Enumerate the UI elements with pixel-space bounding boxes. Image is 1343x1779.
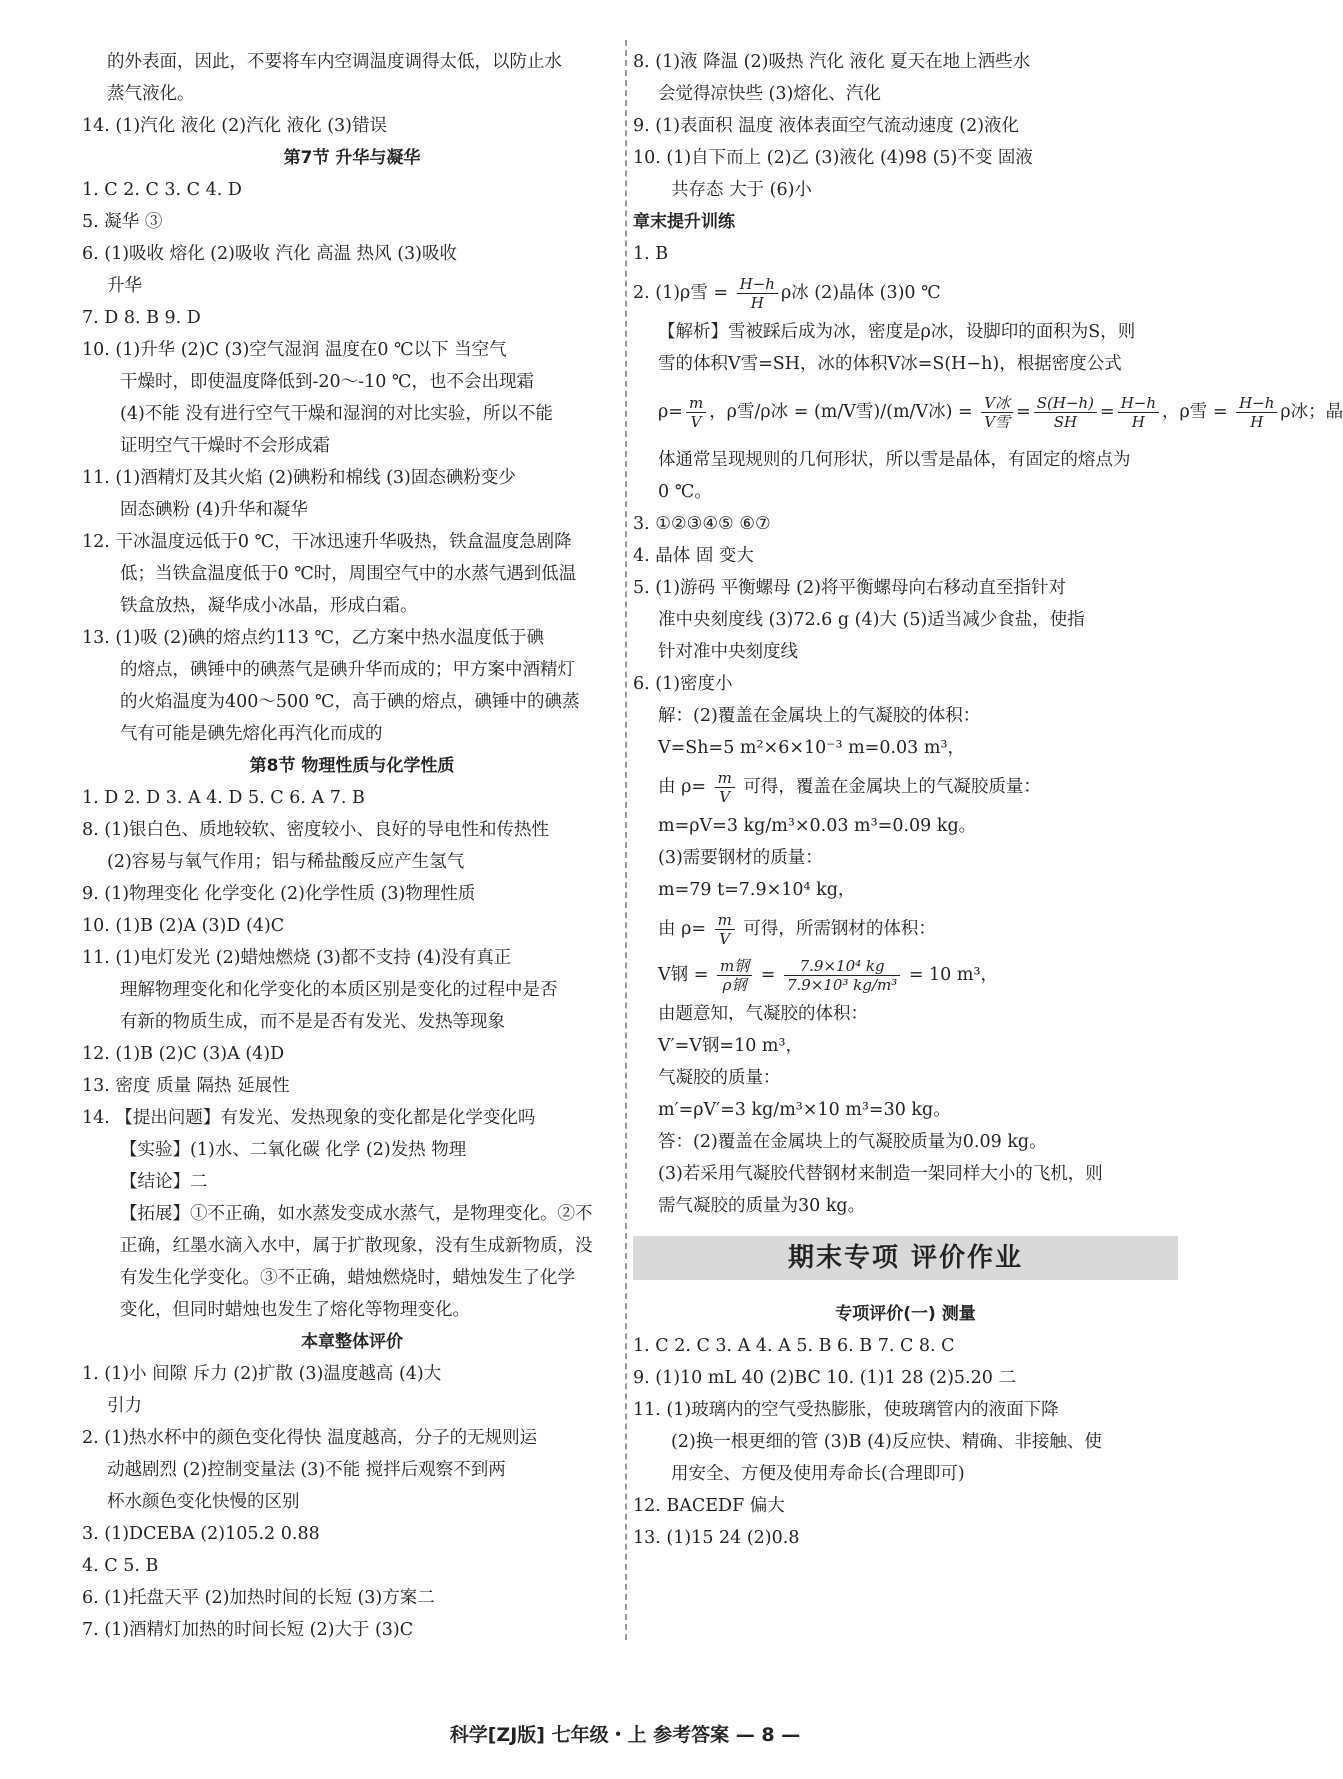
text-line: 12. BACEDF 偏大	[633, 1496, 785, 1516]
text-line: 13. (1)15 24 (2)0.8	[633, 1528, 800, 1548]
text-line: 有新的物质生成，而不是是否有发光、发热等现象	[120, 1012, 505, 1032]
text-line: 0 ℃。	[658, 482, 712, 502]
text-line: 7. (1)酒精灯加热的时间长短 (2)大于 (3)C	[82, 1620, 414, 1640]
text-line: 【实验】(1)水、二氧化碳 化学 (2)发热 物理	[120, 1140, 467, 1160]
text-line: 的外表面，因此，不要将车内空调温度调得太低，以防止水	[107, 52, 562, 72]
text-line: 9. (1)表面积 温度 液体表面空气流动速度 (2)液化	[633, 116, 1020, 136]
text-line: 专项评价(一) 测量	[835, 1304, 976, 1324]
text-line: 由题意知，气凝胶的体积：	[658, 1004, 868, 1024]
text-line: 【拓展】①不正确，如水蒸发变成水蒸气，是物理变化。②不	[120, 1204, 593, 1224]
text-line: 低；当铁盒温度低于0 ℃时，周围空气中的水蒸气遇到低温	[120, 564, 577, 584]
text-line: 的火焰温度为400～500 ℃，高于碘的熔点，碘锤中的碘蒸	[120, 692, 580, 712]
text-line: 正确，红墨水滴入水中，属于扩散现象，没有生成新物质，没	[120, 1236, 593, 1256]
rho-formula-1: 由 ρ= $\frac{m}{V}$ 可得，覆盖在金属块上的气凝胶质量：	[658, 769, 1041, 806]
text-line: m′=ρV′=3 kg/m³×10 m³=30 kg。	[658, 1100, 951, 1120]
text-line: 12. (1)B (2)C (3)A (4)D	[82, 1044, 285, 1064]
text-line: 9. (1)10 mL 40 (2)BC 10. (1)1 28 (2)5.20 二	[633, 1368, 1016, 1388]
text-line: 1. C 2. C 3. C 4. D	[82, 180, 242, 200]
text-line: 会觉得凉快些 (3)熔化、汽化	[658, 84, 881, 104]
text-line: 固态碘粉 (4)升华和凝华	[120, 500, 308, 520]
text-line: 1. C 2. C 3. A 4. A 5. B 6. B 7. C 8. C	[633, 1336, 955, 1356]
text-line: 干燥时，即使温度降低到-20～-10 ℃，也不会出现霜	[120, 372, 534, 392]
text-line: 气凝胶的质量：	[658, 1068, 781, 1088]
page-footer: 科学[ZJ版] 七年级・上 参考答案 — 8 —	[449, 1724, 801, 1746]
text-line: 准中央刻度线 (3)72.6 g (4)大 (5)适当减少食盐，使指	[658, 610, 1085, 630]
text-line: 6. (1)吸收 熔化 (2)吸收 汽化 高温 热风 (3)吸收	[82, 244, 458, 264]
text-line: 第8节 物理性质与化学性质	[249, 756, 455, 776]
text-line: 6. (1)托盘天平 (2)加热时间的长短 (3)方案二	[82, 1588, 435, 1608]
text-line: 4. C 5. B	[82, 1556, 159, 1576]
text-line: 用安全、方便及使用寿命长(合理即可)	[671, 1464, 965, 1484]
text-line: 本章整体评价	[301, 1332, 403, 1352]
text-line: 【结论】二	[120, 1172, 208, 1192]
text-line: 7. D 8. B 9. D	[82, 308, 201, 328]
text-line: 蒸气液化。	[107, 84, 195, 104]
text-line: 14. 【提出问题】有发光、发热现象的变化都是化学变化吗	[82, 1108, 536, 1128]
text-line: 5. (1)游码 平衡螺母 (2)将平衡螺母向右移动直至指针对	[633, 578, 1066, 598]
density-formula: ρ= $\frac{m}{V}$ ，ρ雪/ρ冰 = (m/V雪)/(m/V冰) = $\frac{\text{V冰}}{\text{V雪}}$ = $\frac{S(H-h)}{SH}$ = $\frac{H-h}{H}$ ，ρ雪 = $\frac{H-h}{H}$ ρ冰；晶	[658, 394, 1343, 431]
text-line: 1. (1)小 间隙 斥力 (2)扩散 (3)温度越高 (4)大	[82, 1364, 442, 1384]
text-line: 10. (1)B (2)A (3)D (4)C	[82, 916, 285, 936]
text-line: V′=V钢=10 m³，	[658, 1036, 804, 1056]
text-line: (2)换一根更细的管 (3)B (4)反应快、精确、非接触、使	[671, 1432, 1102, 1452]
text-line: 8. (1)银白色、质地较软、密度较小、良好的导电性和传热性	[82, 820, 550, 840]
text-line: 2. (1)热水杯中的颜色变化得快 温度越高，分子的无规则运	[82, 1428, 538, 1448]
text-line: 【解析】雪被踩后成为冰，密度是ρ冰，设脚印的面积为S，则	[658, 322, 1136, 342]
text-line: 1. B	[633, 244, 669, 264]
text-line: 11. (1)电灯发光 (2)蜡烛燃烧 (3)都不支持 (4)没有真正	[82, 948, 512, 968]
text-line: 答：(2)覆盖在金属块上的气凝胶质量为0.09 kg。	[658, 1132, 1047, 1152]
text-line: 4. 晶体 固 变大	[633, 546, 754, 566]
text-line: 变化，但同时蜡烛也发生了熔化等物理变化。	[120, 1300, 470, 1320]
text-line: 9. (1)物理变化 化学变化 (2)化学性质 (3)物理性质	[82, 884, 476, 904]
text-line: 6. (1)密度小	[633, 674, 733, 694]
text-line: 动越剧烈 (2)控制变量法 (3)不能 搅拌后观察不到两	[107, 1460, 506, 1480]
section-banner: 期末专项 评价作业	[633, 1236, 1178, 1280]
text-line: 有发生化学变化。③不正确，蜡烛燃烧时，蜡烛发生了化学	[120, 1268, 575, 1288]
text-line: (3)若采用气凝胶代替钢材来制造一架同样大小的飞机，则	[658, 1164, 1103, 1184]
text-line: 需气凝胶的质量为30 kg。	[658, 1196, 866, 1216]
text-line: 解：(2)覆盖在金属块上的气凝胶的体积：	[658, 706, 981, 726]
text-line: 引力	[107, 1396, 142, 1416]
text-line: 理解物理变化和化学变化的本质区别是变化的过程中是否	[120, 980, 558, 1000]
text-line: V=Sh=5 m²×6×10⁻³ m=0.03 m³，	[658, 738, 965, 758]
text-line: 11. (1)酒精灯及其火焰 (2)碘粉和棉线 (3)固态碘粉变少	[82, 468, 516, 488]
text-line: m=ρV=3 kg/m³×0.03 m³=0.09 kg。	[658, 816, 977, 836]
text-line: 针对准中央刻度线	[658, 642, 798, 662]
text-line: 11. (1)玻璃内的空气受热膨胀，使玻璃管内的液面下降	[633, 1400, 1059, 1420]
text-line: (3)需要钢材的质量：	[658, 848, 823, 868]
text-line: 10. (1)升华 (2)C (3)空气湿润 温度在0 ℃以下 当空气	[82, 340, 507, 360]
text-line: 升华	[107, 276, 142, 296]
right-column	[633, 46, 1343, 1554]
text-line: m=79 t=7.9×10⁴ kg，	[658, 880, 856, 900]
text-line: 雪的体积V雪=SH，冰的体积V冰=S(H−h)，根据密度公式	[658, 354, 1122, 374]
text-line: 5. 凝华 ③	[82, 212, 163, 232]
text-line: 第7节 升华与凝华	[283, 148, 421, 168]
column-divider	[625, 40, 627, 1640]
text-line: 8. (1)液 降温 (2)吸热 汽化 液化 夏天在地上洒些水	[633, 52, 1031, 72]
text-line: 3. (1)DCEBA (2)105.2 0.88	[82, 1524, 320, 1544]
text-line: 体通常呈现规则的几何形状，所以雪是晶体，有固定的熔点为	[658, 450, 1131, 470]
text-line: 3. ①②③④⑤ ⑥⑦	[633, 514, 771, 534]
text-line: 杯水颜色变化快慢的区别	[107, 1492, 300, 1512]
text-line: 的熔点，碘锤中的碘蒸气是碘升华而成的；甲方案中酒精灯	[120, 660, 575, 680]
q2-answer: 2. (1)ρ雪 = $\frac{H-h}{H}$ ρ冰 (2)晶体 (3)0 ℃	[633, 275, 941, 312]
text-line: 气有可能是碘先熔化再汽化而成的	[120, 724, 383, 744]
text-line: 1. D 2. D 3. A 4. D 5. C 6. A 7. B	[82, 788, 365, 808]
text-line: (2)容易与氧气作用；铝与稀盐酸反应产生氢气	[107, 852, 465, 872]
text-line: 铁盒放热，凝华成小冰晶，形成白霜。	[120, 596, 418, 616]
text-line: 章末提升训练	[633, 212, 735, 232]
text-line: (4)不能 没有进行空气干燥和湿润的对比实验，所以不能	[120, 404, 553, 424]
steel-volume-formula: V钢 = $\frac{\text{m钢}}{\text{ρ钢}}$ = $\frac{\text{7.9×10⁴ kg}}{\text{7.9×10³ kg/m³}}$ = 10 m³，	[658, 957, 998, 994]
rho-formula-2: 由 ρ= $\frac{m}{V}$ 可得，所需钢材的体积：	[658, 911, 936, 948]
text-line: 13. (1)吸 (2)碘的熔点约113 ℃，乙方案中热水温度低于碘	[82, 628, 545, 648]
text-line: 共存态 大于 (6)小	[671, 180, 812, 200]
text-line: 14. (1)汽化 液化 (2)汽化 液化 (3)错误	[82, 116, 388, 136]
text-line: 13. 密度 质量 隔热 延展性	[82, 1076, 290, 1096]
fraction: $\frac{H-h}{H}$	[737, 275, 778, 312]
text-line: 10. (1)自下而上 (2)乙 (3)液化 (4)98 (5)不变 固液	[633, 148, 1033, 168]
text-line: 12. 干冰温度远低于0 ℃，干冰迅速升华吸热，铁盒温度急剧降	[82, 532, 572, 552]
left-column	[82, 46, 622, 1646]
text-line: 证明空气干燥时不会形成霜	[120, 436, 330, 456]
